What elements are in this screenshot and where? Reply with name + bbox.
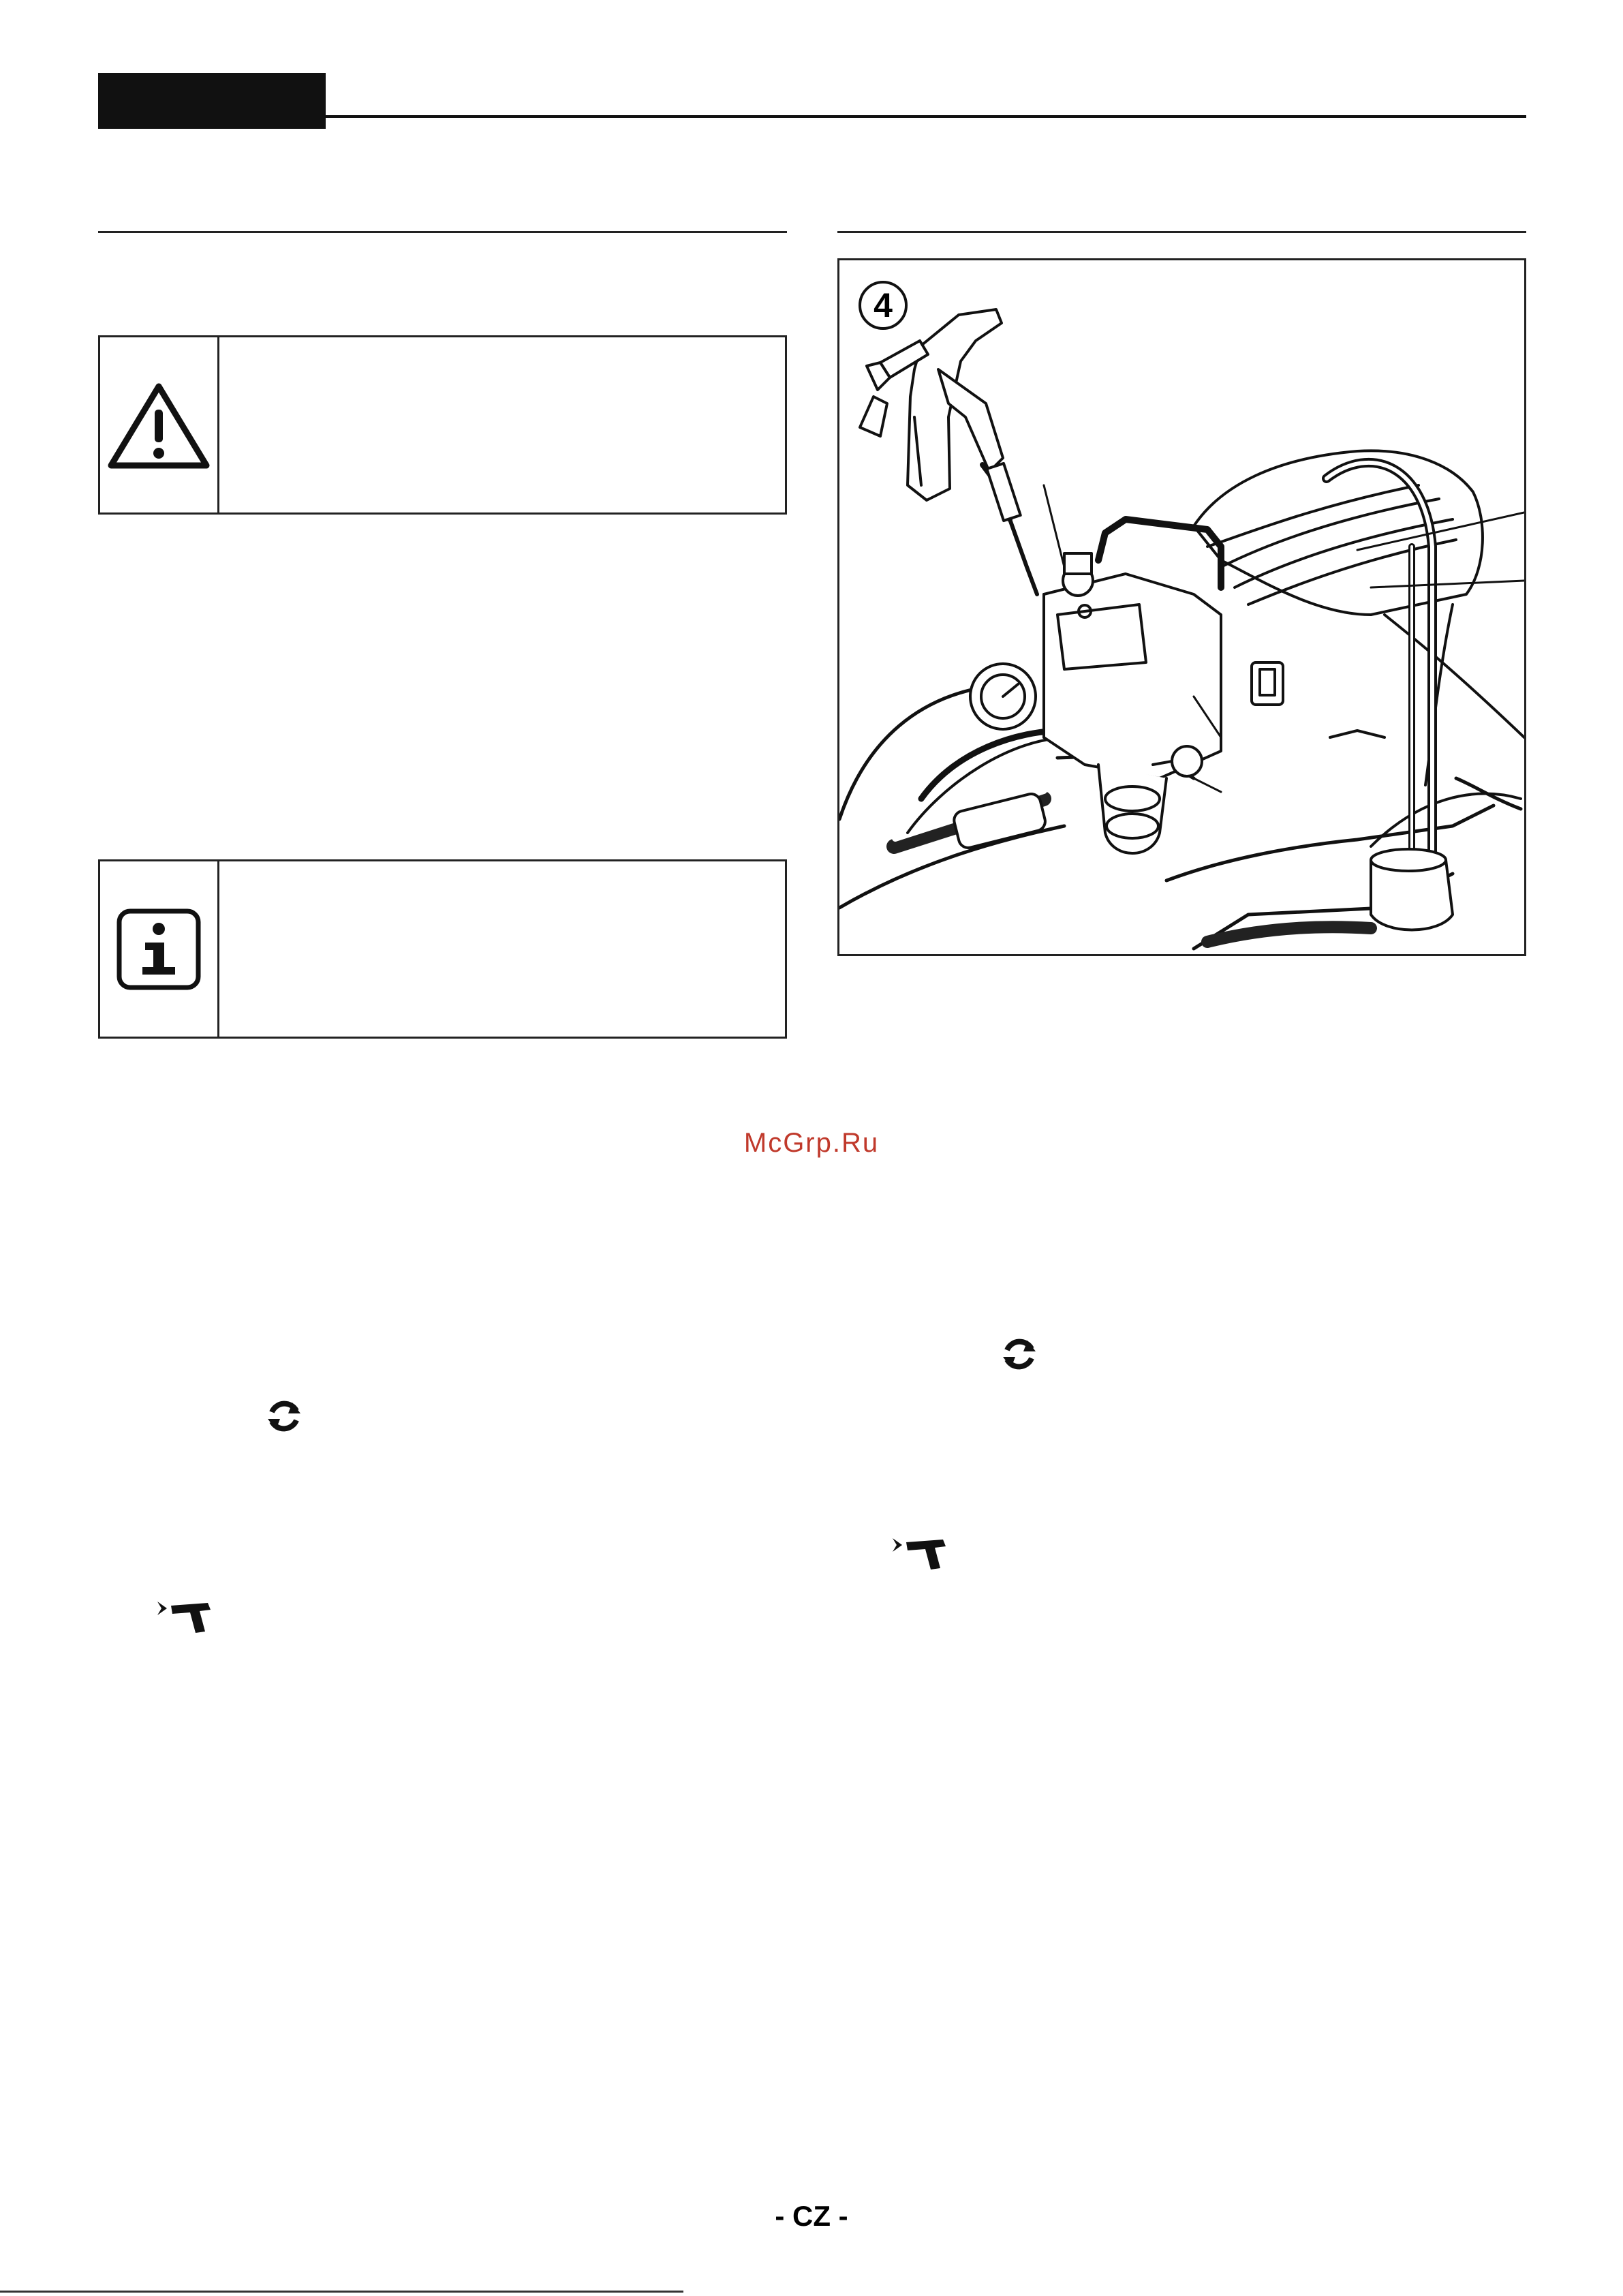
spray-gun-icon bbox=[893, 1535, 951, 1571]
left-section-rule bbox=[98, 231, 787, 233]
spray-gun-illustration bbox=[860, 309, 1037, 594]
warning-triangle-icon bbox=[107, 381, 211, 470]
warning-divider bbox=[217, 337, 219, 512]
figure-4 bbox=[837, 258, 1526, 956]
spray-gun-icon bbox=[157, 1599, 216, 1634]
figure-number: 4 bbox=[859, 281, 908, 330]
right-section-rule bbox=[837, 231, 1526, 233]
header-rule bbox=[326, 115, 1526, 118]
airless-sprayer-illustration bbox=[839, 260, 1524, 954]
info-icon bbox=[115, 907, 202, 992]
header-tab bbox=[98, 73, 326, 129]
rotate-arrows-icon bbox=[999, 1334, 1040, 1375]
info-divider bbox=[217, 861, 219, 1037]
watermark: McGrp.Ru bbox=[743, 1128, 880, 1158]
info-notice bbox=[98, 859, 787, 1039]
rotate-arrows-icon bbox=[264, 1396, 305, 1437]
warning-notice bbox=[98, 335, 787, 515]
page-number: - CZ - bbox=[775, 2200, 848, 2232]
footer-rule bbox=[0, 2291, 683, 2293]
